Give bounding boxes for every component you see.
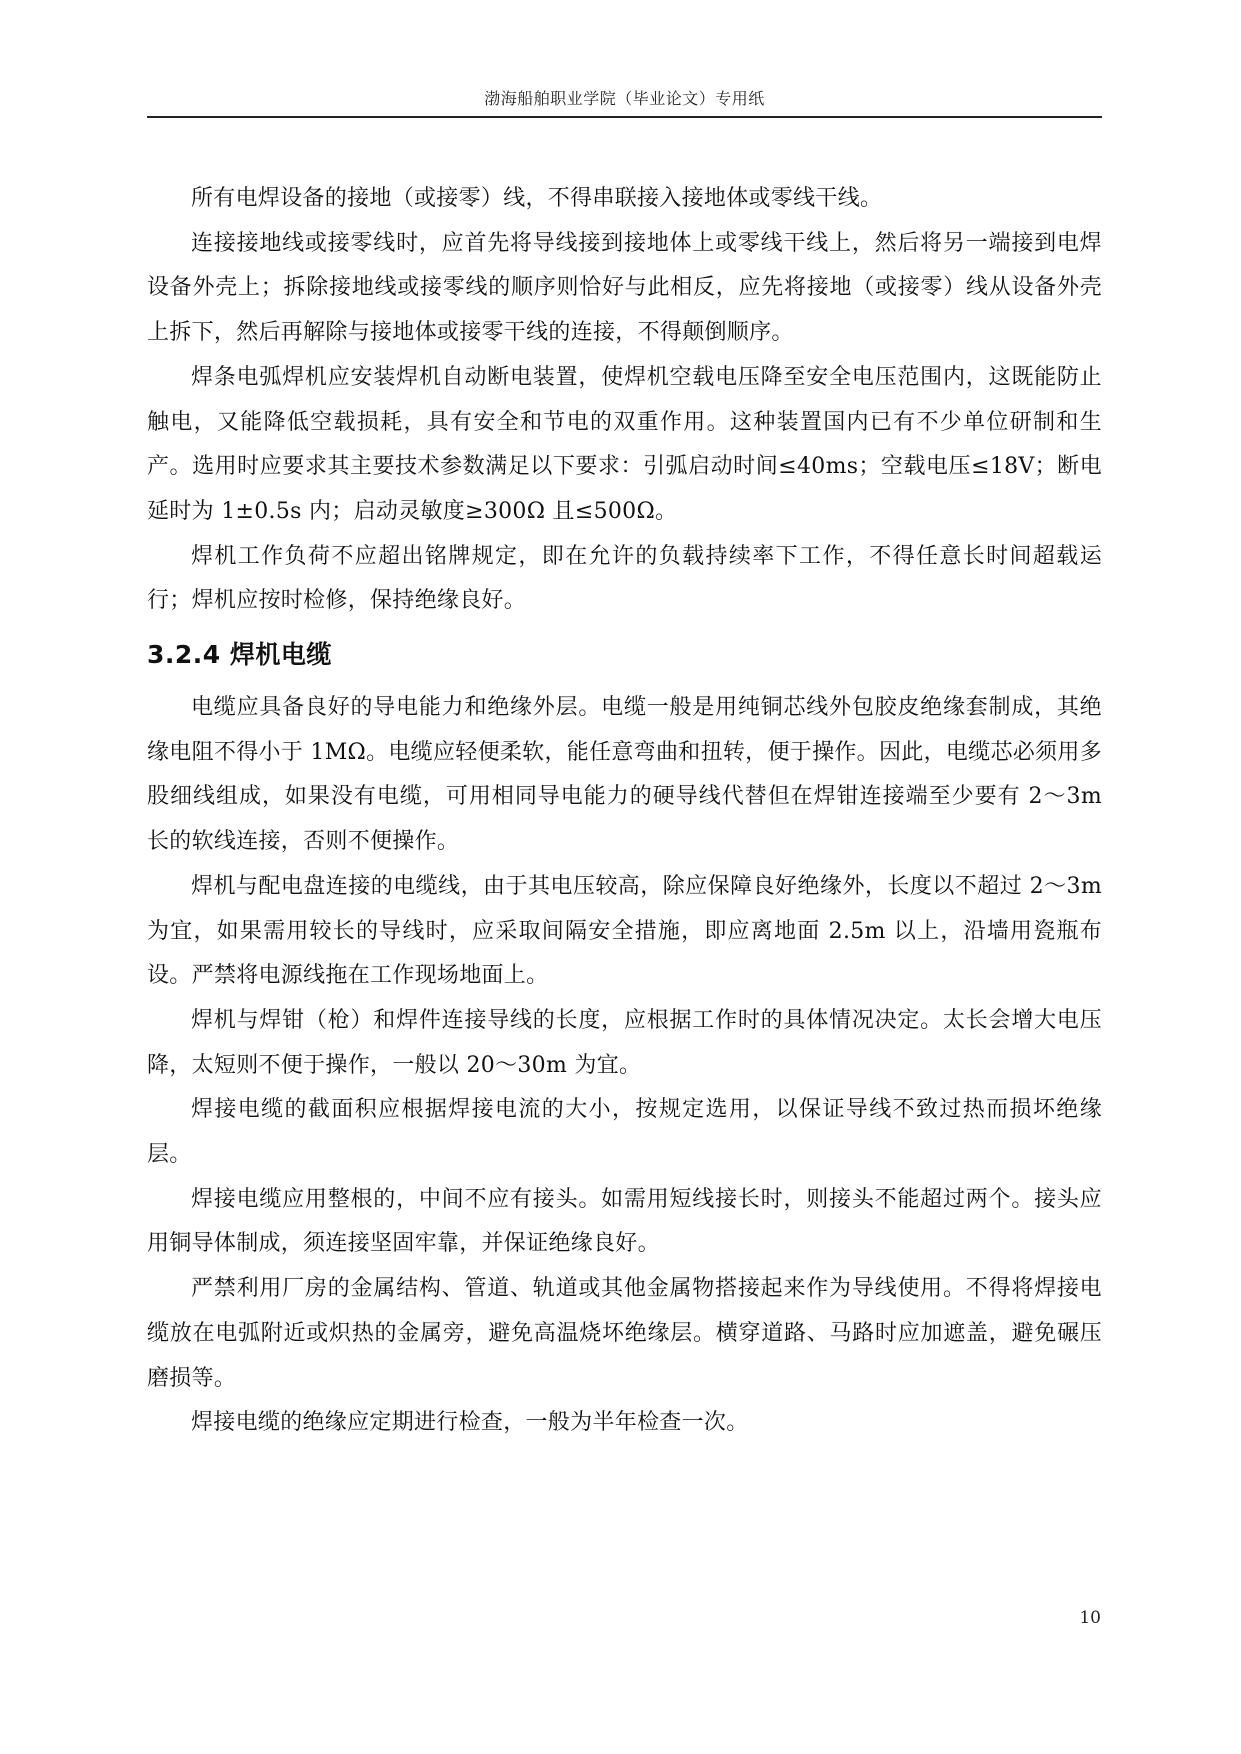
section-heading: 3.2.4 焊机电缆 — [147, 640, 332, 670]
paragraph-grounding-series: 所有电焊设备的接地（或接零）线，不得串联接入接地体或零线干线。 — [191, 186, 883, 211]
paragraph-welding-lead-length: 焊机与焊钳（枪）和焊件连接导线的长度，应根据工作时的具体情况决定。太长会增大电压降，太短则不便于操作，一般以 20～30m 为宜。 — [147, 1007, 1102, 1078]
paragraph-cable-cross-section: 焊接电缆的截面积应根据焊接电流的大小，按规定选用，以保证导线不致过热而损坏绝缘层。 — [147, 1097, 1102, 1168]
paragraph-work-load: 焊机工作负荷不应超出铭牌规定，即在允许的负载持续率下工作，不得任意长时间超载运行；焊机应按时检修，保持绝缘良好。 — [147, 543, 1102, 614]
document-body — [147, 177, 1102, 1446]
page-number: 10 — [1079, 1608, 1101, 1628]
header-title: 渤海船舶职业学院（毕业论文）专用纸 — [484, 89, 765, 108]
page-header — [147, 82, 1102, 118]
paragraph-cable-joints: 焊接电缆应用整根的，中间不应有接头。如需用短线接长时，则接头不能超过两个。接头应用铜导体制成，须连接坚固牢靠，并保证绝缘良好。 — [147, 1186, 1102, 1257]
paragraph-auto-power-off: 焊条电弧焊机应安装焊机自动断电装置，使焊机空载电压降至安全电压范围内，这既能防止触电，又能降低空载损耗，具有安全和节电的双重作用。这种装置国内已有不少单位研制和生产。选用时应要求其主要技术参数满足以下要求：引弧启动时间≤40ms；空载电压≤18V；断电延时为 1±0.5s 内；启动灵敏度≥300Ω 且≤500Ω。 — [147, 364, 1102, 524]
paragraph-grounding-order: 连接接地线或接零线时，应首先将导线接到接地体上或零线干线上，然后将另一端接到电焊设备外壳上；拆除接地线或接零线的顺序则恰好与此相反，应先将接地（或接零）线从设备外壳上拆下，然后再解除与接地体或接零干线的连接，不得颠倒顺序。 — [147, 230, 1102, 346]
paragraph-prohibited-conductors: 严禁利用厂房的金属结构、管道、轨道或其他金属物搭接起来作为导线使用。不得将焊接电缆放在电弧附近或炽热的金属旁，避免高温烧坏绝缘层。横穿道路、马路时应加遮盖，避免碾压磨损等。 — [147, 1276, 1102, 1391]
paragraph-cable-conductivity: 电缆应具备良好的导电能力和绝缘外层。电缆一般是用纯铜芯线外包胶皮绝缘套制成，其绝缘电阻不得小于 1MΩ。电缆应轻便柔软，能任意弯曲和扭转，便于操作。因此，电缆芯必须用多股细线组成，如果没有电缆，可用相同导电能力的硬导线代替但在焊钳连接端至少要有 2～3m 长的软线连接，否则不便操作。 — [147, 695, 1102, 855]
paragraph-power-cable-length: 焊机与配电盘连接的电缆线，由于其电压较高，除应保障良好绝缘外，长度以不超过 2～3m 为宜，如果需用较长的导线时，应采取间隔安全措施，即应离地面 2.5m 以上，沿墙用瓷瓶布设。严禁将电源线拖在工作现场地面上。 — [147, 873, 1102, 989]
paragraph-insulation-inspection: 焊接电缆的绝缘应定期进行检查，一般为半年检查一次。 — [191, 1410, 749, 1436]
